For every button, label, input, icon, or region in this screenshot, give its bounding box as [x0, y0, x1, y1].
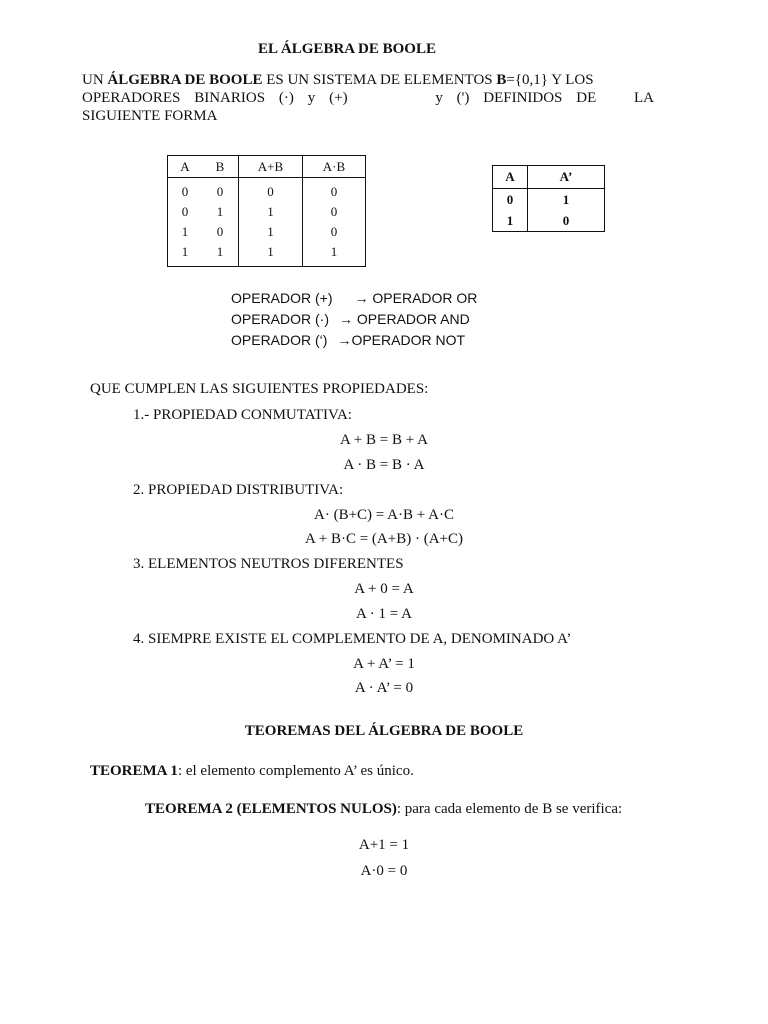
table-header: A+B: [239, 156, 303, 178]
intro-word: BINARIOS: [194, 90, 266, 106]
intro-line-3: SIGUIENTE FORMA: [82, 108, 218, 124]
operator-label: OPERADOR (+): [231, 290, 333, 306]
table-cell: 1: [239, 202, 303, 222]
table-header: A: [493, 166, 528, 189]
intro-word: (+): [329, 90, 348, 106]
intro-text: ES UN SISTEMA DE ELEMENTOS: [262, 72, 497, 88]
equation: A·0 = 0: [360, 863, 408, 879]
table-row: [168, 222, 366, 242]
equation: A · B = B · A: [343, 457, 425, 473]
intro-paragraph: [82, 71, 654, 125]
equation: A · A’ = 0: [354, 680, 414, 696]
table-row: [168, 242, 366, 267]
equation: A · 1 = A: [356, 606, 412, 622]
operator-row: [231, 309, 477, 330]
operator-list: [231, 288, 477, 351]
equation: A + 0 = A: [354, 581, 414, 597]
intro-bold-term: ÁLGEBRA DE BOOLE: [107, 72, 263, 88]
intro-word: DEFINIDOS: [483, 90, 563, 106]
operator-result: OPERADOR NOT: [351, 332, 466, 348]
table-cell: 0: [202, 178, 239, 203]
intro-line-2: [82, 89, 654, 107]
intro-word: (·): [278, 90, 294, 106]
truth-table-or-and: [167, 155, 366, 267]
table-cell: 0: [181, 204, 189, 219]
table-cell: 0: [330, 184, 338, 199]
table-cell: 1: [202, 202, 239, 222]
intro-bold-set: B: [496, 72, 507, 88]
intro-gap: [610, 89, 620, 107]
equation: A + B·C = (A+B) · (A+C): [305, 531, 463, 547]
theorem-1: [90, 763, 414, 780]
table-header: A’: [528, 166, 605, 189]
arrow-icon: →: [354, 290, 369, 306]
intro-word: DE: [576, 90, 597, 106]
theorem-text: : el elemento complemento A’ es único.: [177, 763, 414, 779]
operator-label: OPERADOR (‘): [231, 332, 328, 348]
arrow-icon: →: [337, 332, 352, 348]
property-heading-distributive: 2. PROPIEDAD DISTRIBUTIVA:: [133, 482, 344, 498]
property-heading-complement: 4. SIEMPRE EXISTE EL COMPLEMENTO DE A, DENOMINADO A’: [133, 631, 572, 647]
property-heading-neutral: 3. ELEMENTOS NEUTROS DIFERENTES: [133, 556, 404, 572]
table-cell: 0: [239, 178, 303, 203]
theorem-text: : para cada elemento de B se verifica:: [396, 801, 623, 817]
intro-word: y: [435, 90, 443, 106]
operator-row: [231, 288, 477, 309]
intro-word: OPERADORES: [82, 90, 181, 106]
operator-row: [231, 330, 477, 351]
properties-intro: QUE CUMPLEN LAS SIGUIENTES PROPIEDADES:: [90, 381, 429, 397]
intro-word: y: [307, 90, 316, 106]
page-title: EL ÁLGEBRA DE BOOLE: [258, 41, 436, 57]
table-cell: 0: [202, 222, 239, 242]
equation: A· (B+C) = A·B + A·C: [314, 507, 454, 523]
equation: A+1 = 1: [358, 837, 410, 853]
theorem-label: TEOREMA 1: [90, 763, 178, 779]
table-header: A: [168, 156, 203, 178]
table-row: [168, 178, 366, 203]
table-cell: 1: [493, 210, 528, 232]
theorem-label: TEOREMA 2 (ELEMENTOS NULOS): [145, 801, 397, 817]
table-row: [493, 189, 605, 211]
intro-word: LA: [633, 90, 654, 106]
table-cell: 0: [181, 184, 189, 199]
intro-line-1: [82, 71, 654, 89]
intro-text: ={0,1} Y LOS: [506, 72, 594, 88]
table-cell: 1: [239, 222, 303, 242]
table-cell: 1: [330, 244, 338, 259]
table-cell: 1: [239, 242, 303, 267]
table-header: A·B: [303, 156, 366, 178]
table-cell: 0: [330, 224, 338, 239]
table-cell: 1: [181, 224, 189, 239]
theorems-title: TEOREMAS DEL ÁLGEBRA DE BOOLE: [244, 723, 524, 739]
table-cell: 1: [202, 242, 239, 267]
operator-result: OPERADOR OR: [372, 290, 478, 306]
theorem-2: [145, 801, 622, 818]
arrow-icon: →: [339, 311, 353, 327]
table-row: [168, 202, 366, 222]
intro-text: UN: [82, 72, 108, 88]
table-row: [493, 210, 605, 232]
equation: A + B = B + A: [340, 432, 428, 448]
table-cell: 0: [330, 204, 338, 219]
operator-result: OPERADOR AND: [356, 311, 470, 327]
equation: A + A’ = 1: [353, 656, 415, 672]
intro-gap: [361, 89, 421, 107]
table-cell: 0: [493, 189, 528, 211]
table-cell: 0: [562, 212, 570, 228]
truth-table-not: [492, 165, 605, 232]
table-header: B: [202, 156, 239, 178]
property-heading-commutative: 1.- PROPIEDAD CONMUTATIVA:: [133, 407, 352, 423]
table-cell: 1: [181, 244, 189, 259]
intro-word: ('): [456, 90, 470, 106]
operator-label: OPERADOR (·): [231, 311, 329, 327]
table-cell: 1: [562, 191, 570, 207]
